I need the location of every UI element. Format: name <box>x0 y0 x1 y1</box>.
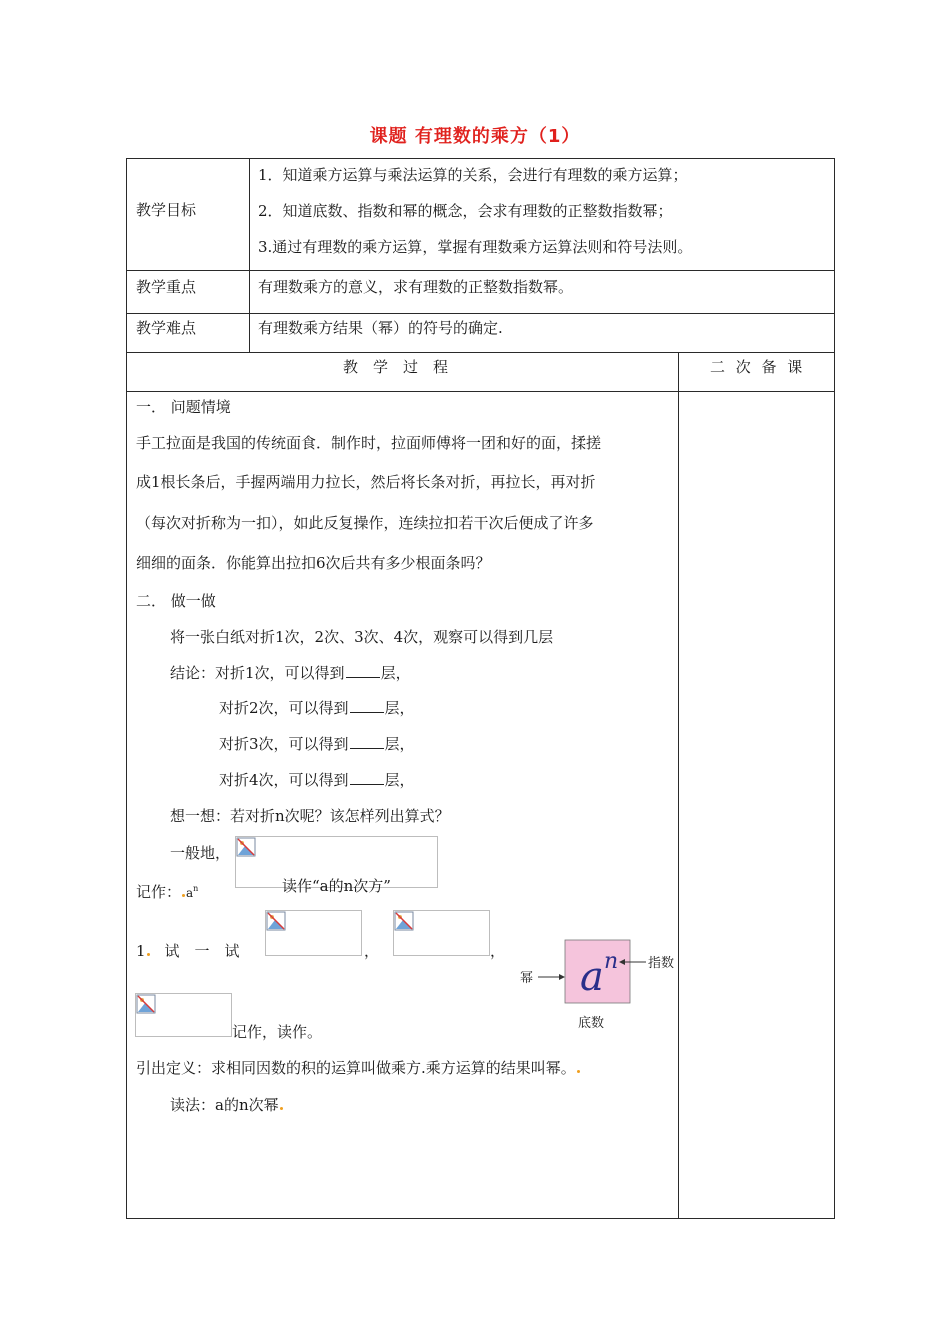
fold-text-4: 对折4次，可以得到 <box>219 771 349 789</box>
table-border-left <box>126 158 127 1219</box>
objective-1: 1．知道乘方运算与乘法运算的关系，会进行有理数的乘方运算； <box>258 166 688 184</box>
try-comma-1: ， <box>364 942 380 960</box>
row-divider-2 <box>126 313 835 314</box>
section1-line-2: 成1根长条后，手握两端用力拉长，然后将长条对折，再拉长，再对折 <box>136 473 596 491</box>
section2-heading: 二． 做一做 <box>136 592 216 610</box>
exponent-label: 指数 <box>648 956 675 971</box>
mark-dot <box>182 894 185 897</box>
broken-image-icon <box>236 837 256 857</box>
objectives-label: 教学目标 <box>136 201 197 219</box>
definition-text: 引出定义：求相同因数的积的运算叫做乘方.乘方运算的结果叫幂。 <box>136 1059 576 1077</box>
fill-blank-4[interactable] <box>350 770 384 785</box>
power-label: 幂 <box>520 971 534 986</box>
base-label: 底数 <box>578 1016 605 1031</box>
difficulty-text: 有理数乘方结果（幂）的符号的确定. <box>258 319 503 337</box>
fill-blank-3[interactable] <box>350 734 384 749</box>
fold-unit-2: 层， <box>384 699 415 717</box>
table-border-bottom <box>126 1218 835 1219</box>
label-column-divider <box>249 158 250 353</box>
record-base: a <box>186 886 194 900</box>
notes-header: 二 次 备 课 <box>710 358 806 376</box>
fold-unit-1: 层， <box>380 664 411 682</box>
broken-image-icon <box>394 911 414 931</box>
objective-3: 3.通过有理数的乘方运算，掌握有理数乘方运算法则和符号法则。 <box>258 238 693 256</box>
section1-line-4: 细细的面条．你能算出拉扣6次后共有多少根面条吗？ <box>136 554 491 572</box>
table-border-right <box>834 158 835 1219</box>
fill-blank-2[interactable] <box>350 698 384 713</box>
broken-image-icon <box>136 994 156 1014</box>
broken-image-icon <box>266 911 286 931</box>
objective-2: 2．知道底数、指数和幂的概念，会求有理数的正整数指数幂； <box>258 202 673 220</box>
mark-dot <box>147 953 150 956</box>
try-image-placeholder-2 <box>393 910 490 956</box>
record-exp: n <box>193 884 199 893</box>
mark-dot <box>577 1070 580 1073</box>
general-text: 一般地， <box>170 844 231 862</box>
notes-column-divider <box>678 352 679 1219</box>
fill-blank-1[interactable] <box>346 663 380 678</box>
fold-text-1: 对折1次，可以得到 <box>215 664 345 682</box>
record-line <box>136 879 198 903</box>
try-comma-2: ， <box>490 942 506 960</box>
section1-line-1: 手工拉面是我国的传统面食．制作时，拉面师傅将一团和好的面，揉搓 <box>136 434 602 452</box>
document-title: 课题 有理数的乘方（1） <box>369 126 581 147</box>
row-divider-3 <box>126 352 835 353</box>
record-prefix: 记作： <box>136 883 182 901</box>
try-line <box>136 941 240 961</box>
try-text: 试 一 试 <box>164 942 240 960</box>
reading-text: 读法：a的n次幂 <box>170 1096 279 1114</box>
key-points-text: 有理数乘方的意义，求有理数的正整数指数幂。 <box>258 278 574 296</box>
read-as-text: 读作“a的n次方” <box>282 877 391 895</box>
record-read-text: 记作，读作。 <box>232 1023 323 1041</box>
fold-line-3 <box>219 734 415 754</box>
fold-line-2 <box>219 698 415 718</box>
exp-symbol: n <box>604 949 619 974</box>
row-divider-4 <box>126 391 835 392</box>
section1-line-3: （每次对折称为一扣），如此反复操作，连续拉扣若干次后便成了许多 <box>136 514 594 532</box>
table-border-top <box>126 158 835 159</box>
power-diagram-svg <box>518 938 678 1033</box>
conclusion-prefix: 结论： <box>170 664 216 682</box>
fold-line-1 <box>170 663 411 683</box>
try-image-placeholder-3 <box>135 993 232 1037</box>
power-arrowhead <box>559 974 565 980</box>
fold-text-2: 对折2次，可以得到 <box>219 699 349 717</box>
mark-dot <box>280 1107 283 1110</box>
section2-intro: 将一张白纸对折1次，2次、3次、4次，观察可以得到几层 <box>170 628 554 646</box>
row-divider-1 <box>126 270 835 271</box>
fold-unit-3: 层， <box>384 735 415 753</box>
fold-line-4 <box>219 770 415 790</box>
reading-line <box>170 1095 284 1115</box>
base-symbol: a <box>580 954 604 1000</box>
definition-line <box>136 1058 581 1078</box>
fold-unit-4: 层， <box>384 771 415 789</box>
try-image-placeholder-1 <box>265 910 362 956</box>
power-diagram <box>518 938 678 1033</box>
process-header: 教 学 过 程 <box>343 358 449 376</box>
fold-text-3: 对折3次，可以得到 <box>219 735 349 753</box>
key-points-label: 教学重点 <box>136 278 197 296</box>
difficulty-label: 教学难点 <box>136 319 197 337</box>
section1-heading: 一． 问题情境 <box>136 398 231 416</box>
think-line: 想一想：若对折n次呢？该怎样列出算式？ <box>170 807 450 825</box>
try-number: 1 <box>136 942 146 960</box>
